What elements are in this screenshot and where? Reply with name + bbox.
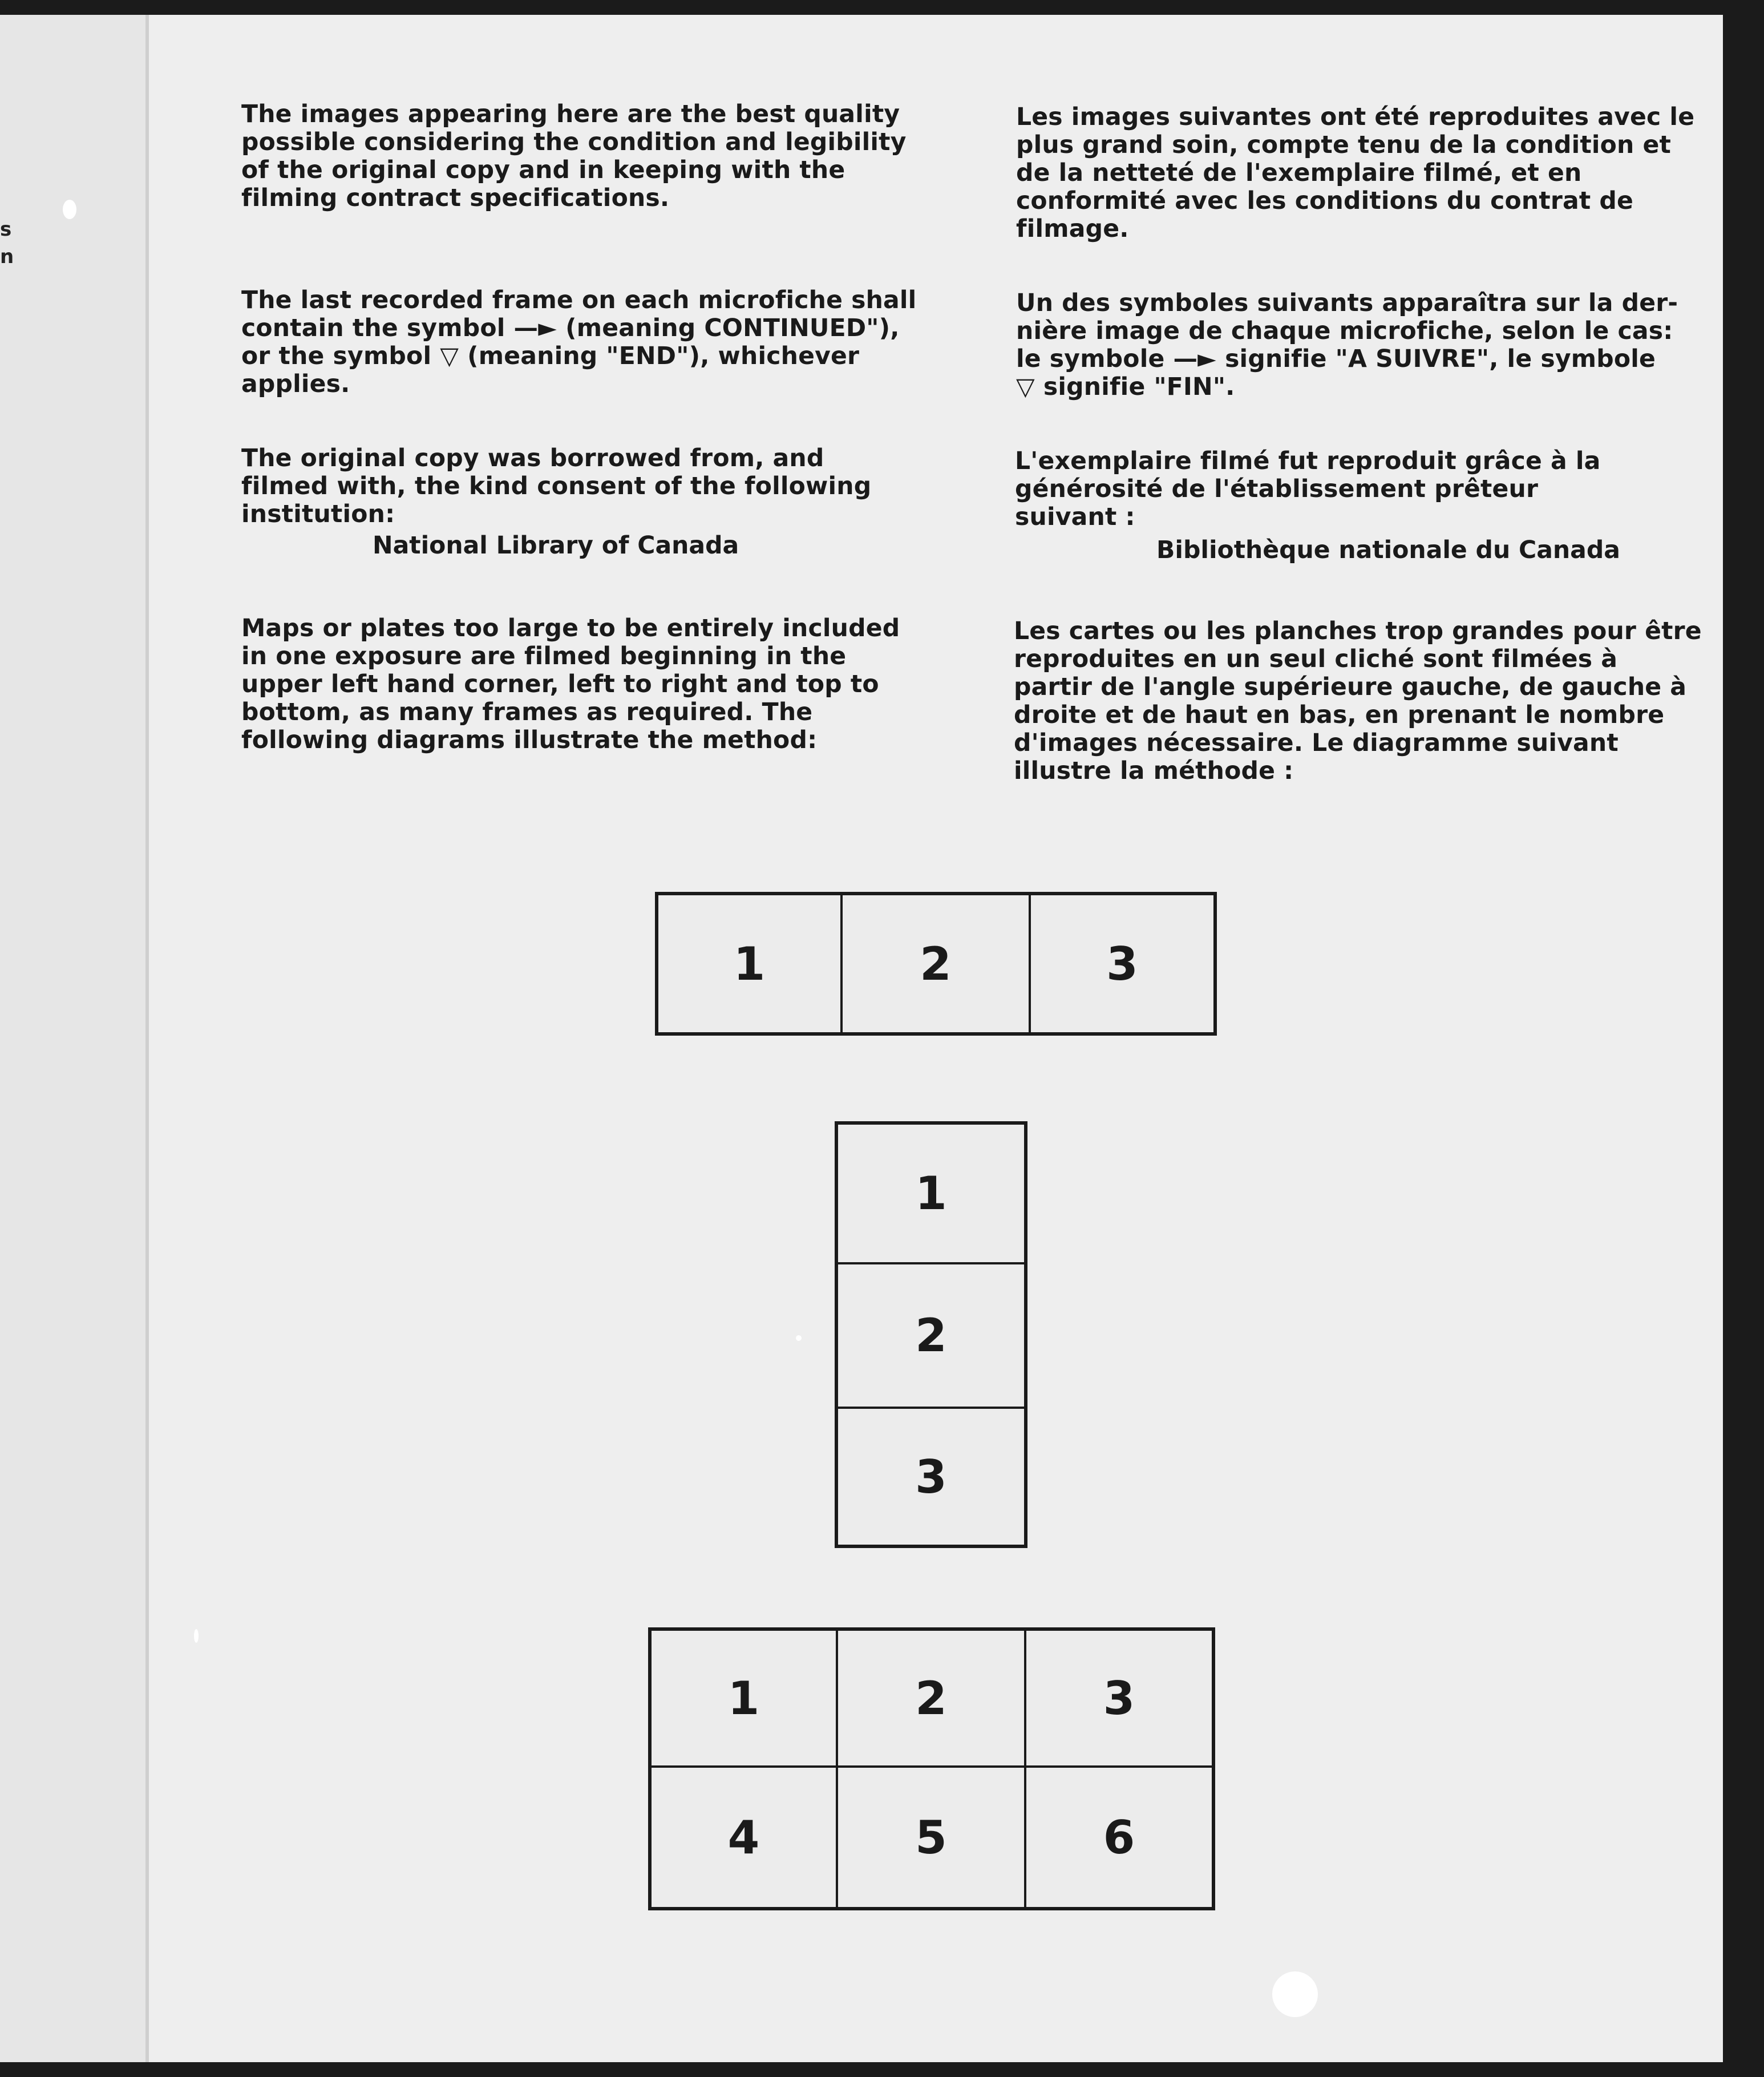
film-right-edge [1723,0,1764,2077]
film-bottom-edge [0,2062,1764,2077]
text-line: of the original copy and in keeping with the [241,156,845,184]
english-paragraph-symbols [241,286,916,398]
english-institution-name: National Library of Canada [373,532,739,560]
frame-cell: 1 [658,895,843,1032]
text-line: Les images suivantes ont été reproduites avec le [1016,103,1695,131]
text-line: d'images nécessaire. Le diagramme suivant [1014,729,1619,757]
text-line: de la netteté de l'exemplaire filmé, et en [1016,159,1582,187]
text-line: in one exposure are filmed beginning in the [241,643,847,670]
page-edge-fragment: n [0,245,14,268]
text-line: possible considering the condition and legibility [241,128,907,156]
text-line: L'exemplaire filmé fut reproduit grâce à la [1015,447,1601,475]
text-line: filmed with, the kind consent of the following [241,472,872,500]
film-dust-speck [194,1629,199,1643]
text-line: suivant : [1015,503,1135,531]
text-line: droite et de haut en bas, en prenant le nombre [1014,701,1665,729]
diagram-grid-frames [648,1627,1215,1910]
english-paragraph-maps [241,615,900,754]
french-paragraph-maps [1014,617,1702,785]
film-dust-speck [63,200,76,219]
text-line: following diagrams illustrate the method: [241,726,818,754]
text-line: Un des symboles suivants apparaîtra sur la der- [1016,289,1678,317]
english-paragraph-quality [241,100,907,212]
french-paragraph-symbols [1016,289,1678,401]
adjacent-page-edge [0,15,149,2062]
diagram-horizontal-frames [655,892,1217,1036]
text-line: filmage. [1016,215,1129,243]
film-top-edge [0,0,1764,15]
frame-cell: 2 [838,1631,1026,1768]
text-line: The last recorded frame on each microfiche shall [241,286,917,314]
french-institution-name: Bibliothèque nationale du Canada [1156,536,1620,564]
french-paragraph-institution [1015,447,1601,531]
text-line: illustre la méthode : [1014,757,1294,785]
text-line: plus grand soin, compte tenu de la condition et [1016,131,1672,159]
film-dust-speck [1272,1971,1318,2017]
french-paragraph-quality [1016,103,1694,243]
text-line: le symbole —► signifie "A SUIVRE", le symbole [1016,345,1656,373]
frame-cell: 2 [843,895,1031,1032]
text-line: or the symbol ▽ (meaning "END"), whichever [241,342,860,370]
text-line: reproduites en un seul cliché sont filmées à [1014,645,1618,673]
frame-cell: 2 [838,1264,1024,1409]
frame-cell: 3 [1026,1631,1212,1768]
diagram-vertical-frames [835,1121,1027,1548]
text-line: générosité de l'établissement prêteur [1015,475,1539,503]
text-line: Maps or plates too large to be entirely included [241,615,900,643]
text-line: filming contract specifications. [241,184,670,212]
english-paragraph-institution [241,445,871,528]
text-line: upper left hand corner, left to right and top to [241,670,879,698]
text-line: institution: [241,500,395,528]
text-line: bottom, as many frames as required. The [241,698,813,726]
film-dust-speck [796,1335,802,1341]
frame-cell: 5 [838,1768,1026,1907]
text-line: ▽ signifie "FIN". [1016,373,1235,401]
text-line: applies. [241,370,350,398]
text-line: conformité avec les conditions du contrat de [1016,187,1634,215]
frame-cell: 1 [652,1631,838,1768]
page-edge-fragment: s [0,218,12,241]
text-line: Les cartes ou les planches trop grandes pour être [1014,617,1702,645]
text-line: partir de l'angle supérieure gauche, de gauche à [1014,673,1687,701]
text-line: The original copy was borrowed from, and [241,445,824,472]
frame-cell: 3 [1106,937,1138,991]
frame-cell: 3 [915,1450,947,1504]
text-line: contain the symbol —► (meaning CONTINUED"), [241,314,900,342]
frame-cell: 1 [838,1125,1024,1264]
frame-cell: 4 [652,1768,838,1907]
frame-cell: 6 [1103,1811,1135,1864]
text-line: nière image de chaque microfiche, selon le cas: [1016,317,1673,345]
text-line: The images appearing here are the best quality [241,100,900,128]
